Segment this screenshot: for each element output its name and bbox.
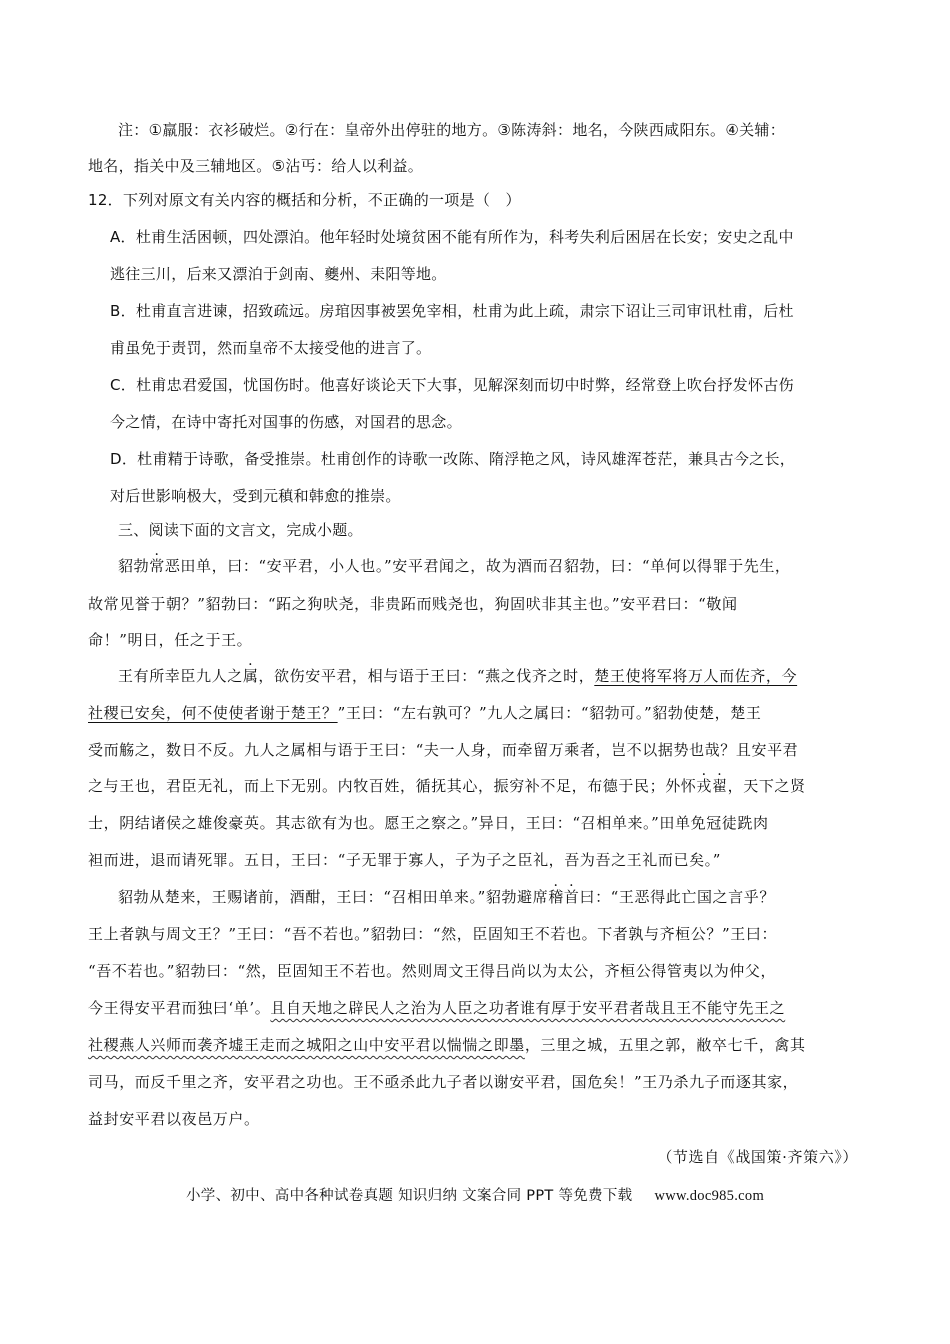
annotation-line: 注：①羸服：衣衫破烂。②行在：皇帝外出停驻的地方。③陈涛斜：地名，今陕西咸阳东。④关辅：: [118, 121, 785, 139]
section-heading: 三、阅读下面的文言文，完成小题。: [118, 521, 363, 539]
option-c: C．杜甫忠君爱国，忧国伤时。他喜好谈论天下大事，见解深刻而切中时弊，经常登上吹台抒发怀古伤: [110, 376, 794, 394]
dotted-char: 属: [242, 667, 259, 685]
source-citation: （节选自《战国策·齐策六》）: [657, 1148, 858, 1166]
text-run: ，欲伤安平君，相与语于王曰：“燕之伐齐之时，: [258, 667, 595, 685]
option-c-cont: 今之情，在诗中寄托对国事的伤感，对国君的思念。: [110, 413, 462, 431]
passage-line: [118, 887, 775, 907]
dotted-char: 翟: [712, 777, 728, 795]
text-run: 貂勃从楚来，王赐诸前，酒酣，王曰：“召相田单来。”貂勃避席: [118, 888, 549, 906]
passage-line: [88, 703, 761, 723]
passage-line: [88, 998, 785, 1018]
passage-line: [118, 556, 791, 576]
passage-line: [118, 666, 797, 686]
footer-text: 小学、初中、高中各种试卷真题 知识归纳 文案合同 PPT 等免费下载: [185, 1188, 633, 1204]
wavy-underlined-sentence: 社稷燕人兴师而袭齐墟王走而之城阳之山中安平君以惴惴之即墨: [88, 1036, 525, 1054]
text-run: 恶田单，曰：“安平君，小人也。”安平君闻之，故为酒而召貂勃，曰：“单何以得罪于先生，: [164, 557, 791, 575]
option-d-cont: 对后世影响极大，受到元稹和韩愈的推崇。: [110, 487, 401, 505]
text-run: ”王曰：“左右孰可？”九人之属曰：“貂勃可。”貂勃使楚，楚王: [337, 704, 762, 722]
underlined-sentence: 楚王使将军将万人而佐齐，今: [594, 667, 798, 685]
passage-line: [88, 776, 806, 796]
option-a: A．杜甫生活困顿，四处漂泊。他年轻时处境贫困不能有所作为，科考失利后困居在长安；安史之乱中: [110, 228, 794, 246]
text-run: ，天下之贤: [727, 777, 806, 795]
page-footer: [0, 1186, 950, 1206]
option-b-cont: 甫虽免于责罚，然而皇帝不太接受他的进言了。: [110, 339, 432, 357]
passage-line: 命！”明日，任之于王。: [88, 631, 253, 649]
passage-line: 士，阴结诸侯之雄俊豪英。其志欲有为也。愿王之察之。”异日，王曰：“召相单来。”田单免冠徒跣肉: [88, 814, 769, 832]
passage-line: 益封安平君以夜邑万户。: [88, 1110, 260, 1128]
text-run: ，三里之城，五里之郭，敝卒七千，禽其: [524, 1036, 806, 1054]
text-run: 之与王也，君臣无礼，而上下无别。内牧百姓，循抚其心，振穷补不足，布德于民；外怀: [88, 777, 697, 795]
dotted-char: 稽: [548, 888, 564, 906]
annotation-line: 地名，指关中及三辅地区。⑤沾丐：给人以利益。: [88, 157, 424, 175]
dotted-char: 首: [563, 888, 580, 906]
dotted-char: 戎: [696, 777, 713, 795]
footer-url[interactable]: www.doc985.com: [654, 1188, 765, 1204]
passage-line: 王上者孰与周文王？”王曰：“吾不若也。”貂勃曰：“然，臣固知王不若也。下者孰与齐桓公？”王曰：: [88, 925, 778, 943]
passage-line: 受而觞之，数日不反。九人之属相与语于王曰：“夫一人身，而牵留万乘者，岂不以据势也哉？且安平君: [88, 741, 799, 759]
option-a-cont: 逃往三川，后来又漂泊于剑南、夔州、耒阳等地。: [110, 265, 447, 283]
passage-line: [88, 1035, 806, 1055]
passage-line: 司马，而反千里之齐，安平君之功也。王不亟杀此九子者以谢安平君，国危矣！”王乃杀九子而逐其家，: [88, 1073, 799, 1091]
underlined-sentence: 社稷已安矣，何不使使者谢于楚王？: [88, 704, 338, 722]
text-run: 曰：“王恶得此亡国之言乎？: [579, 888, 775, 906]
passage-line: “吾不若也。”貂勃曰：“然，臣固知王不若也。然则周文王得吕尚以为太公，齐桓公得管夷以为仲父，: [88, 962, 777, 980]
question-stem: 12．下列对原文有关内容的概括和分析，不正确的一项是（ ）: [88, 191, 521, 209]
passage-line: 袒而进，退而请死罪。五日，王曰：“子无罪于寡人，子为子之臣礼，吾为吾之王礼而已矣。”: [88, 851, 722, 869]
wavy-underlined-sentence: 且自天地之辟民人之治为人臣之功者谁有厚于安平君者哉且王不能守先王之: [270, 999, 786, 1017]
dotted-char: 常: [149, 557, 165, 575]
passage-line: 故常见誉于朝？”貂勃曰：“跖之狗吠尧，非贵跖而贱尧也，狗固吠非其主也。”安平君曰：“敬闻: [88, 595, 738, 613]
text-run: 今王得安平君而独曰‘单’。: [88, 999, 271, 1017]
option-b: B．杜甫直言进谏，招致疏远。房琯因事被罢免宰相，杜甫为此上疏，肃宗下诏让三司审讯杜甫，后杜: [110, 302, 794, 320]
option-d: D．杜甫精于诗歌，备受推崇。杜甫创作的诗歌一改陈、隋浮艳之风，诗风雄浑苍茫，兼具古今之长，: [110, 450, 796, 468]
text-run: 貂勃: [118, 557, 150, 575]
text-run: 王有所幸臣九人之: [118, 667, 243, 685]
